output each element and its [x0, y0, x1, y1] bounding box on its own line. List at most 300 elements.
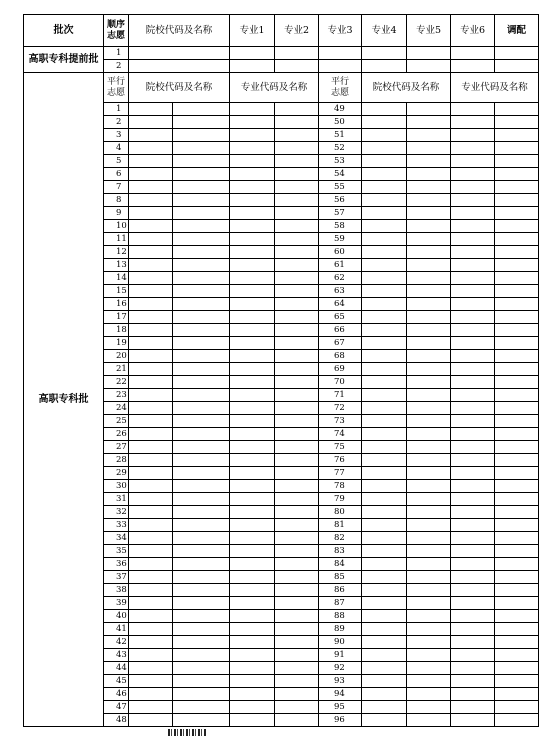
left-school-code-cell[interactable] [129, 597, 173, 610]
right-school-name-cell[interactable] [407, 662, 451, 675]
left-major-code-cell[interactable] [230, 116, 275, 129]
left-school-code-cell[interactable] [129, 454, 173, 467]
right-school-name-cell[interactable] [407, 506, 451, 519]
left-school-code-cell[interactable] [129, 545, 173, 558]
right-school-name-cell[interactable] [407, 519, 451, 532]
right-school-name-cell[interactable] [407, 376, 451, 389]
right-major-code-cell[interactable] [451, 623, 495, 636]
left-major-name-cell[interactable] [275, 233, 319, 246]
left-school-name-cell[interactable] [173, 233, 230, 246]
left-major-code-cell[interactable] [230, 649, 275, 662]
right-major-name-cell[interactable] [495, 337, 539, 350]
left-major-name-cell[interactable] [275, 376, 319, 389]
left-major-code-cell[interactable] [230, 376, 275, 389]
left-major-code-cell[interactable] [230, 129, 275, 142]
left-major-name-cell[interactable] [275, 259, 319, 272]
left-school-code-cell[interactable] [129, 142, 173, 155]
left-school-name-cell[interactable] [173, 428, 230, 441]
left-school-code-cell[interactable] [129, 194, 173, 207]
early-major-cell[interactable] [230, 60, 275, 73]
right-major-code-cell[interactable] [451, 649, 495, 662]
left-school-name-cell[interactable] [173, 259, 230, 272]
early-major-cell[interactable] [362, 47, 407, 60]
left-major-code-cell[interactable] [230, 207, 275, 220]
right-school-name-cell[interactable] [407, 285, 451, 298]
left-school-code-cell[interactable] [129, 519, 173, 532]
left-major-code-cell[interactable] [230, 402, 275, 415]
left-school-code-cell[interactable] [129, 441, 173, 454]
left-major-code-cell[interactable] [230, 415, 275, 428]
right-school-code-cell[interactable] [362, 415, 407, 428]
right-major-code-cell[interactable] [451, 194, 495, 207]
left-major-name-cell[interactable] [275, 649, 319, 662]
left-school-name-cell[interactable] [173, 116, 230, 129]
right-school-code-cell[interactable] [362, 116, 407, 129]
left-major-name-cell[interactable] [275, 519, 319, 532]
right-major-name-cell[interactable] [495, 662, 539, 675]
right-school-name-cell[interactable] [407, 428, 451, 441]
right-school-name-cell[interactable] [407, 103, 451, 116]
right-major-name-cell[interactable] [495, 272, 539, 285]
right-school-name-cell[interactable] [407, 584, 451, 597]
left-school-code-cell[interactable] [129, 623, 173, 636]
right-major-name-cell[interactable] [495, 220, 539, 233]
early-adjust-cell[interactable] [495, 47, 539, 60]
right-major-name-cell[interactable] [495, 584, 539, 597]
left-school-name-cell[interactable] [173, 337, 230, 350]
early-major-cell[interactable] [275, 60, 319, 73]
left-major-code-cell[interactable] [230, 103, 275, 116]
right-school-code-cell[interactable] [362, 389, 407, 402]
early-major-cell[interactable] [451, 47, 495, 60]
left-major-name-cell[interactable] [275, 662, 319, 675]
left-school-code-cell[interactable] [129, 558, 173, 571]
right-school-code-cell[interactable] [362, 688, 407, 701]
right-school-code-cell[interactable] [362, 571, 407, 584]
left-major-name-cell[interactable] [275, 194, 319, 207]
left-school-code-cell[interactable] [129, 532, 173, 545]
right-major-code-cell[interactable] [451, 415, 495, 428]
right-major-name-cell[interactable] [495, 649, 539, 662]
right-major-name-cell[interactable] [495, 116, 539, 129]
left-school-code-cell[interactable] [129, 246, 173, 259]
right-school-name-cell[interactable] [407, 207, 451, 220]
right-school-code-cell[interactable] [362, 532, 407, 545]
left-major-code-cell[interactable] [230, 506, 275, 519]
left-major-code-cell[interactable] [230, 233, 275, 246]
left-major-code-cell[interactable] [230, 623, 275, 636]
left-school-name-cell[interactable] [173, 129, 230, 142]
left-school-name-cell[interactable] [173, 194, 230, 207]
left-school-code-cell[interactable] [129, 129, 173, 142]
left-major-name-cell[interactable] [275, 220, 319, 233]
right-major-name-cell[interactable] [495, 194, 539, 207]
right-school-code-cell[interactable] [362, 701, 407, 714]
right-major-code-cell[interactable] [451, 220, 495, 233]
right-school-name-cell[interactable] [407, 441, 451, 454]
left-school-code-cell[interactable] [129, 571, 173, 584]
left-major-name-cell[interactable] [275, 480, 319, 493]
right-major-name-cell[interactable] [495, 545, 539, 558]
right-major-name-cell[interactable] [495, 103, 539, 116]
left-major-code-cell[interactable] [230, 584, 275, 597]
right-school-code-cell[interactable] [362, 181, 407, 194]
left-school-name-cell[interactable] [173, 168, 230, 181]
left-major-code-cell[interactable] [230, 350, 275, 363]
right-major-code-cell[interactable] [451, 116, 495, 129]
right-major-name-cell[interactable] [495, 701, 539, 714]
left-major-name-cell[interactable] [275, 675, 319, 688]
right-school-code-cell[interactable] [362, 272, 407, 285]
left-school-name-cell[interactable] [173, 571, 230, 584]
left-school-code-cell[interactable] [129, 181, 173, 194]
right-major-code-cell[interactable] [451, 363, 495, 376]
left-school-name-cell[interactable] [173, 324, 230, 337]
left-major-name-cell[interactable] [275, 129, 319, 142]
left-major-name-cell[interactable] [275, 285, 319, 298]
left-major-code-cell[interactable] [230, 285, 275, 298]
right-school-name-cell[interactable] [407, 636, 451, 649]
left-major-code-cell[interactable] [230, 194, 275, 207]
left-major-code-cell[interactable] [230, 714, 275, 727]
left-major-name-cell[interactable] [275, 584, 319, 597]
right-school-name-cell[interactable] [407, 116, 451, 129]
left-school-name-cell[interactable] [173, 376, 230, 389]
right-school-code-cell[interactable] [362, 467, 407, 480]
right-major-name-cell[interactable] [495, 597, 539, 610]
right-major-name-cell[interactable] [495, 246, 539, 259]
left-major-name-cell[interactable] [275, 506, 319, 519]
right-school-code-cell[interactable] [362, 402, 407, 415]
right-school-name-cell[interactable] [407, 493, 451, 506]
left-school-code-cell[interactable] [129, 298, 173, 311]
left-school-name-cell[interactable] [173, 636, 230, 649]
right-school-code-cell[interactable] [362, 324, 407, 337]
left-school-code-cell[interactable] [129, 311, 173, 324]
right-school-name-cell[interactable] [407, 467, 451, 480]
right-school-name-cell[interactable] [407, 480, 451, 493]
left-major-name-cell[interactable] [275, 402, 319, 415]
right-major-code-cell[interactable] [451, 337, 495, 350]
right-school-name-cell[interactable] [407, 415, 451, 428]
left-major-code-cell[interactable] [230, 467, 275, 480]
right-school-name-cell[interactable] [407, 545, 451, 558]
right-major-name-cell[interactable] [495, 324, 539, 337]
left-school-name-cell[interactable] [173, 688, 230, 701]
right-school-name-cell[interactable] [407, 571, 451, 584]
left-major-name-cell[interactable] [275, 363, 319, 376]
early-adjust-cell[interactable] [495, 60, 539, 73]
left-school-name-cell[interactable] [173, 662, 230, 675]
left-major-name-cell[interactable] [275, 181, 319, 194]
left-school-name-cell[interactable] [173, 714, 230, 727]
right-major-code-cell[interactable] [451, 714, 495, 727]
right-school-name-cell[interactable] [407, 597, 451, 610]
right-major-code-cell[interactable] [451, 454, 495, 467]
left-school-code-cell[interactable] [129, 389, 173, 402]
left-major-name-cell[interactable] [275, 623, 319, 636]
right-school-name-cell[interactable] [407, 675, 451, 688]
right-major-code-cell[interactable] [451, 246, 495, 259]
right-school-name-cell[interactable] [407, 142, 451, 155]
right-school-code-cell[interactable] [362, 636, 407, 649]
left-major-code-cell[interactable] [230, 220, 275, 233]
right-major-name-cell[interactable] [495, 389, 539, 402]
left-school-name-cell[interactable] [173, 415, 230, 428]
right-school-code-cell[interactable] [362, 675, 407, 688]
left-school-name-cell[interactable] [173, 649, 230, 662]
right-school-name-cell[interactable] [407, 181, 451, 194]
right-major-name-cell[interactable] [495, 454, 539, 467]
right-major-code-cell[interactable] [451, 675, 495, 688]
left-school-code-cell[interactable] [129, 116, 173, 129]
right-major-name-cell[interactable] [495, 181, 539, 194]
right-major-code-cell[interactable] [451, 532, 495, 545]
left-major-code-cell[interactable] [230, 558, 275, 571]
right-major-name-cell[interactable] [495, 636, 539, 649]
left-school-name-cell[interactable] [173, 363, 230, 376]
right-major-name-cell[interactable] [495, 350, 539, 363]
left-school-code-cell[interactable] [129, 675, 173, 688]
left-school-code-cell[interactable] [129, 480, 173, 493]
left-major-code-cell[interactable] [230, 662, 275, 675]
right-school-name-cell[interactable] [407, 311, 451, 324]
left-school-code-cell[interactable] [129, 649, 173, 662]
left-school-code-cell[interactable] [129, 350, 173, 363]
right-school-name-cell[interactable] [407, 298, 451, 311]
right-major-code-cell[interactable] [451, 558, 495, 571]
right-major-name-cell[interactable] [495, 376, 539, 389]
left-major-name-cell[interactable] [275, 103, 319, 116]
right-major-code-cell[interactable] [451, 636, 495, 649]
left-school-name-cell[interactable] [173, 545, 230, 558]
left-school-name-cell[interactable] [173, 532, 230, 545]
right-school-code-cell[interactable] [362, 142, 407, 155]
right-major-code-cell[interactable] [451, 142, 495, 155]
left-major-code-cell[interactable] [230, 597, 275, 610]
left-major-name-cell[interactable] [275, 389, 319, 402]
left-major-code-cell[interactable] [230, 259, 275, 272]
left-major-code-cell[interactable] [230, 519, 275, 532]
right-major-code-cell[interactable] [451, 168, 495, 181]
left-school-code-cell[interactable] [129, 688, 173, 701]
right-school-code-cell[interactable] [362, 506, 407, 519]
left-school-name-cell[interactable] [173, 558, 230, 571]
right-school-code-cell[interactable] [362, 597, 407, 610]
left-school-name-cell[interactable] [173, 701, 230, 714]
left-major-name-cell[interactable] [275, 142, 319, 155]
right-major-code-cell[interactable] [451, 688, 495, 701]
right-school-code-cell[interactable] [362, 155, 407, 168]
left-school-code-cell[interactable] [129, 506, 173, 519]
right-major-code-cell[interactable] [451, 610, 495, 623]
right-major-code-cell[interactable] [451, 233, 495, 246]
right-school-code-cell[interactable] [362, 623, 407, 636]
left-major-name-cell[interactable] [275, 558, 319, 571]
right-school-name-cell[interactable] [407, 272, 451, 285]
right-school-name-cell[interactable] [407, 233, 451, 246]
early-major-cell[interactable] [451, 60, 495, 73]
left-school-name-cell[interactable] [173, 272, 230, 285]
right-major-name-cell[interactable] [495, 233, 539, 246]
right-school-code-cell[interactable] [362, 363, 407, 376]
right-major-name-cell[interactable] [495, 571, 539, 584]
left-major-code-cell[interactable] [230, 636, 275, 649]
right-school-name-cell[interactable] [407, 701, 451, 714]
left-major-name-cell[interactable] [275, 610, 319, 623]
right-school-code-cell[interactable] [362, 454, 407, 467]
left-major-name-cell[interactable] [275, 337, 319, 350]
left-school-code-cell[interactable] [129, 220, 173, 233]
right-school-name-cell[interactable] [407, 168, 451, 181]
left-major-code-cell[interactable] [230, 337, 275, 350]
left-school-name-cell[interactable] [173, 519, 230, 532]
left-school-name-cell[interactable] [173, 103, 230, 116]
left-major-name-cell[interactable] [275, 636, 319, 649]
left-major-code-cell[interactable] [230, 480, 275, 493]
left-major-code-cell[interactable] [230, 168, 275, 181]
right-school-name-cell[interactable] [407, 649, 451, 662]
right-school-name-cell[interactable] [407, 714, 451, 727]
right-school-name-cell[interactable] [407, 688, 451, 701]
left-major-name-cell[interactable] [275, 155, 319, 168]
left-school-name-cell[interactable] [173, 584, 230, 597]
left-school-code-cell[interactable] [129, 584, 173, 597]
right-major-code-cell[interactable] [451, 324, 495, 337]
left-major-code-cell[interactable] [230, 441, 275, 454]
right-school-code-cell[interactable] [362, 480, 407, 493]
right-major-name-cell[interactable] [495, 415, 539, 428]
right-school-code-cell[interactable] [362, 207, 407, 220]
right-major-code-cell[interactable] [451, 181, 495, 194]
right-school-code-cell[interactable] [362, 545, 407, 558]
left-major-name-cell[interactable] [275, 298, 319, 311]
early-major-cell[interactable] [407, 47, 451, 60]
left-major-code-cell[interactable] [230, 545, 275, 558]
left-major-code-cell[interactable] [230, 688, 275, 701]
right-major-code-cell[interactable] [451, 376, 495, 389]
right-major-code-cell[interactable] [451, 402, 495, 415]
right-major-code-cell[interactable] [451, 298, 495, 311]
right-major-name-cell[interactable] [495, 129, 539, 142]
left-school-name-cell[interactable] [173, 467, 230, 480]
right-school-code-cell[interactable] [362, 350, 407, 363]
left-school-name-cell[interactable] [173, 285, 230, 298]
left-major-code-cell[interactable] [230, 142, 275, 155]
right-major-code-cell[interactable] [451, 584, 495, 597]
left-school-name-cell[interactable] [173, 441, 230, 454]
left-school-name-cell[interactable] [173, 610, 230, 623]
left-major-name-cell[interactable] [275, 272, 319, 285]
right-school-code-cell[interactable] [362, 441, 407, 454]
right-major-name-cell[interactable] [495, 675, 539, 688]
right-school-name-cell[interactable] [407, 389, 451, 402]
right-school-code-cell[interactable] [362, 311, 407, 324]
right-major-code-cell[interactable] [451, 207, 495, 220]
right-school-code-cell[interactable] [362, 584, 407, 597]
left-major-name-cell[interactable] [275, 493, 319, 506]
right-major-name-cell[interactable] [495, 623, 539, 636]
right-major-code-cell[interactable] [451, 441, 495, 454]
left-major-name-cell[interactable] [275, 116, 319, 129]
left-school-name-cell[interactable] [173, 142, 230, 155]
right-school-code-cell[interactable] [362, 428, 407, 441]
left-school-name-cell[interactable] [173, 311, 230, 324]
right-major-code-cell[interactable] [451, 519, 495, 532]
left-major-code-cell[interactable] [230, 181, 275, 194]
left-major-name-cell[interactable] [275, 571, 319, 584]
right-school-name-cell[interactable] [407, 610, 451, 623]
early-major-cell[interactable] [275, 47, 319, 60]
right-school-code-cell[interactable] [362, 376, 407, 389]
left-major-name-cell[interactable] [275, 545, 319, 558]
right-school-name-cell[interactable] [407, 259, 451, 272]
left-school-code-cell[interactable] [129, 714, 173, 727]
left-school-code-cell[interactable] [129, 493, 173, 506]
right-major-name-cell[interactable] [495, 519, 539, 532]
left-major-name-cell[interactable] [275, 441, 319, 454]
left-school-code-cell[interactable] [129, 168, 173, 181]
left-school-code-cell[interactable] [129, 285, 173, 298]
left-major-name-cell[interactable] [275, 246, 319, 259]
right-school-name-cell[interactable] [407, 402, 451, 415]
early-major-cell[interactable] [362, 60, 407, 73]
left-school-code-cell[interactable] [129, 701, 173, 714]
right-major-name-cell[interactable] [495, 428, 539, 441]
left-school-code-cell[interactable] [129, 324, 173, 337]
left-school-name-cell[interactable] [173, 181, 230, 194]
right-major-code-cell[interactable] [451, 389, 495, 402]
left-school-code-cell[interactable] [129, 402, 173, 415]
right-major-name-cell[interactable] [495, 402, 539, 415]
right-major-name-cell[interactable] [495, 155, 539, 168]
right-major-name-cell[interactable] [495, 311, 539, 324]
right-school-code-cell[interactable] [362, 246, 407, 259]
right-major-name-cell[interactable] [495, 298, 539, 311]
right-major-code-cell[interactable] [451, 506, 495, 519]
left-major-code-cell[interactable] [230, 246, 275, 259]
right-school-name-cell[interactable] [407, 623, 451, 636]
right-school-code-cell[interactable] [362, 662, 407, 675]
left-major-code-cell[interactable] [230, 428, 275, 441]
left-school-name-cell[interactable] [173, 623, 230, 636]
left-school-name-cell[interactable] [173, 350, 230, 363]
early-major-cell[interactable] [407, 60, 451, 73]
left-major-code-cell[interactable] [230, 571, 275, 584]
left-major-name-cell[interactable] [275, 688, 319, 701]
right-school-name-cell[interactable] [407, 337, 451, 350]
early-major-cell[interactable] [230, 47, 275, 60]
right-major-code-cell[interactable] [451, 103, 495, 116]
left-school-code-cell[interactable] [129, 363, 173, 376]
right-school-name-cell[interactable] [407, 350, 451, 363]
right-school-code-cell[interactable] [362, 298, 407, 311]
right-major-name-cell[interactable] [495, 506, 539, 519]
left-school-code-cell[interactable] [129, 337, 173, 350]
right-school-code-cell[interactable] [362, 610, 407, 623]
right-major-name-cell[interactable] [495, 441, 539, 454]
left-major-name-cell[interactable] [275, 532, 319, 545]
left-major-code-cell[interactable] [230, 155, 275, 168]
left-school-code-cell[interactable] [129, 376, 173, 389]
left-major-code-cell[interactable] [230, 454, 275, 467]
right-major-code-cell[interactable] [451, 285, 495, 298]
left-major-code-cell[interactable] [230, 675, 275, 688]
left-school-name-cell[interactable] [173, 493, 230, 506]
left-school-code-cell[interactable] [129, 233, 173, 246]
left-major-name-cell[interactable] [275, 415, 319, 428]
left-major-code-cell[interactable] [230, 363, 275, 376]
